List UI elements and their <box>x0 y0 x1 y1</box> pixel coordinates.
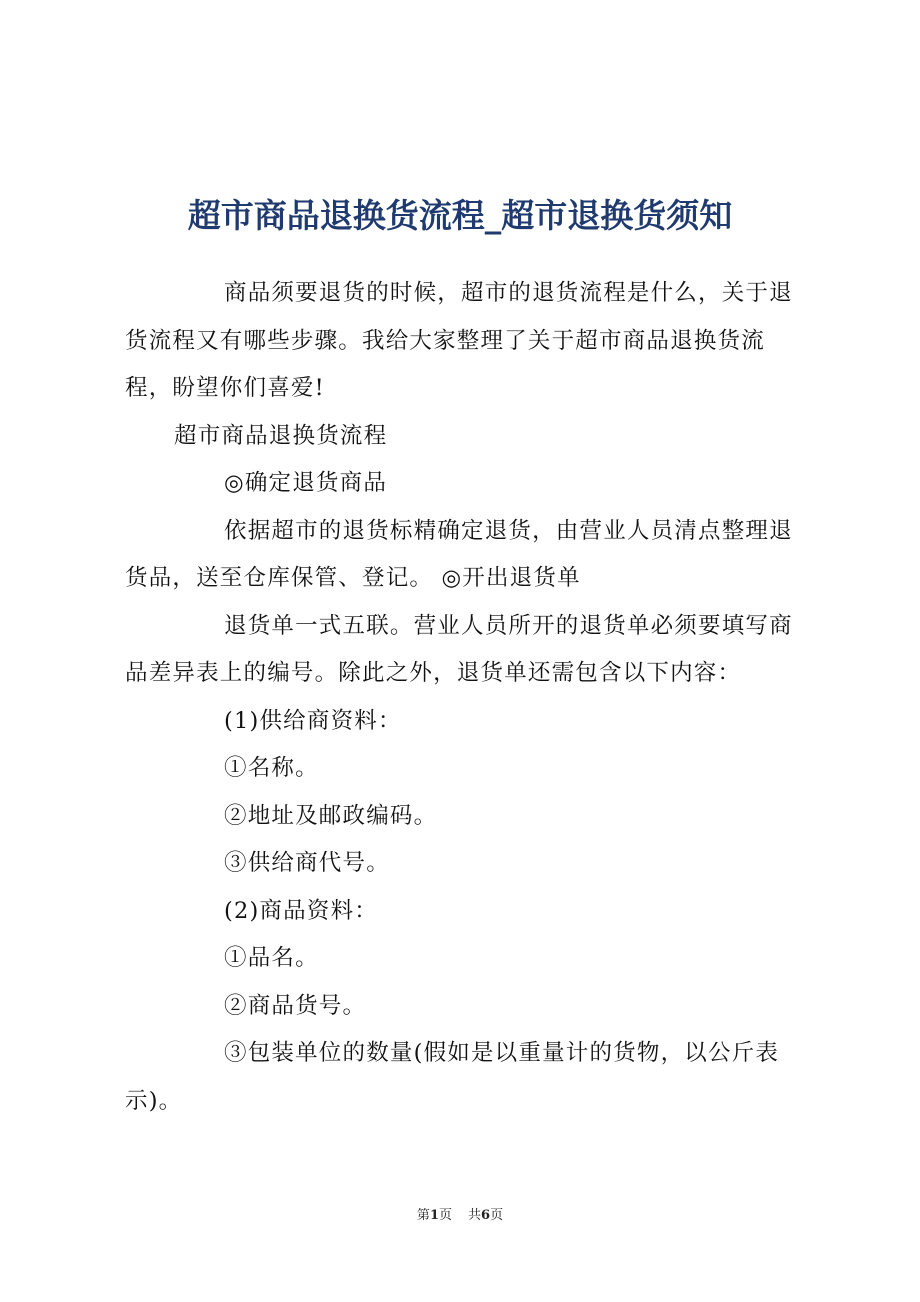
page-footer <box>0 1207 920 1225</box>
list-heading: (2)商品资料： <box>224 897 378 924</box>
intro-paragraph: 商品须要退货的时候，超市的退货流程是什么，关于退货流程又有哪些步骤。我给大家整理了关于超市商品退换货流程，盼望你们喜爱! <box>125 280 793 401</box>
section-heading: 超市商品退换货流程 <box>174 422 388 449</box>
total-prefix: 共 <box>468 1208 482 1223</box>
list-item: ②地址及邮政编码。 <box>224 802 438 829</box>
list-heading: (1)供给商资料： <box>224 707 402 734</box>
list-item: ③包装单位的数量(假如是以重量计的货物，以公斤表示)。 <box>125 1040 780 1114</box>
body-paragraph: 退货单一式五联。营业人员所开的退货单必须要填写商品差异表上的编号。除此之外，退货单还需包含以下内容： <box>125 612 793 686</box>
body-paragraph: 依据超市的退货标精确定退货，由营业人员清点整理退货品，送至仓库保管、登记。 ◎开出退货单 <box>125 517 793 591</box>
page-suffix: 页 <box>438 1208 452 1223</box>
page-prefix: 第 <box>416 1208 430 1223</box>
list-item: ②商品货号。 <box>224 992 367 1019</box>
document-title: 超市商品退换货流程_超市退换货须知 <box>187 196 733 235</box>
list-item: ①名称。 <box>224 755 319 781</box>
list-item: ③供给商代号。 <box>224 850 390 876</box>
total-suffix: 页 <box>490 1208 504 1223</box>
total-pages: 6 <box>481 1208 491 1223</box>
list-item: ①品名。 <box>224 945 319 971</box>
step-heading-confirm: ◎确定退货商品 <box>224 470 388 496</box>
document-body <box>125 270 810 1125</box>
page-number: 1 <box>429 1208 439 1223</box>
